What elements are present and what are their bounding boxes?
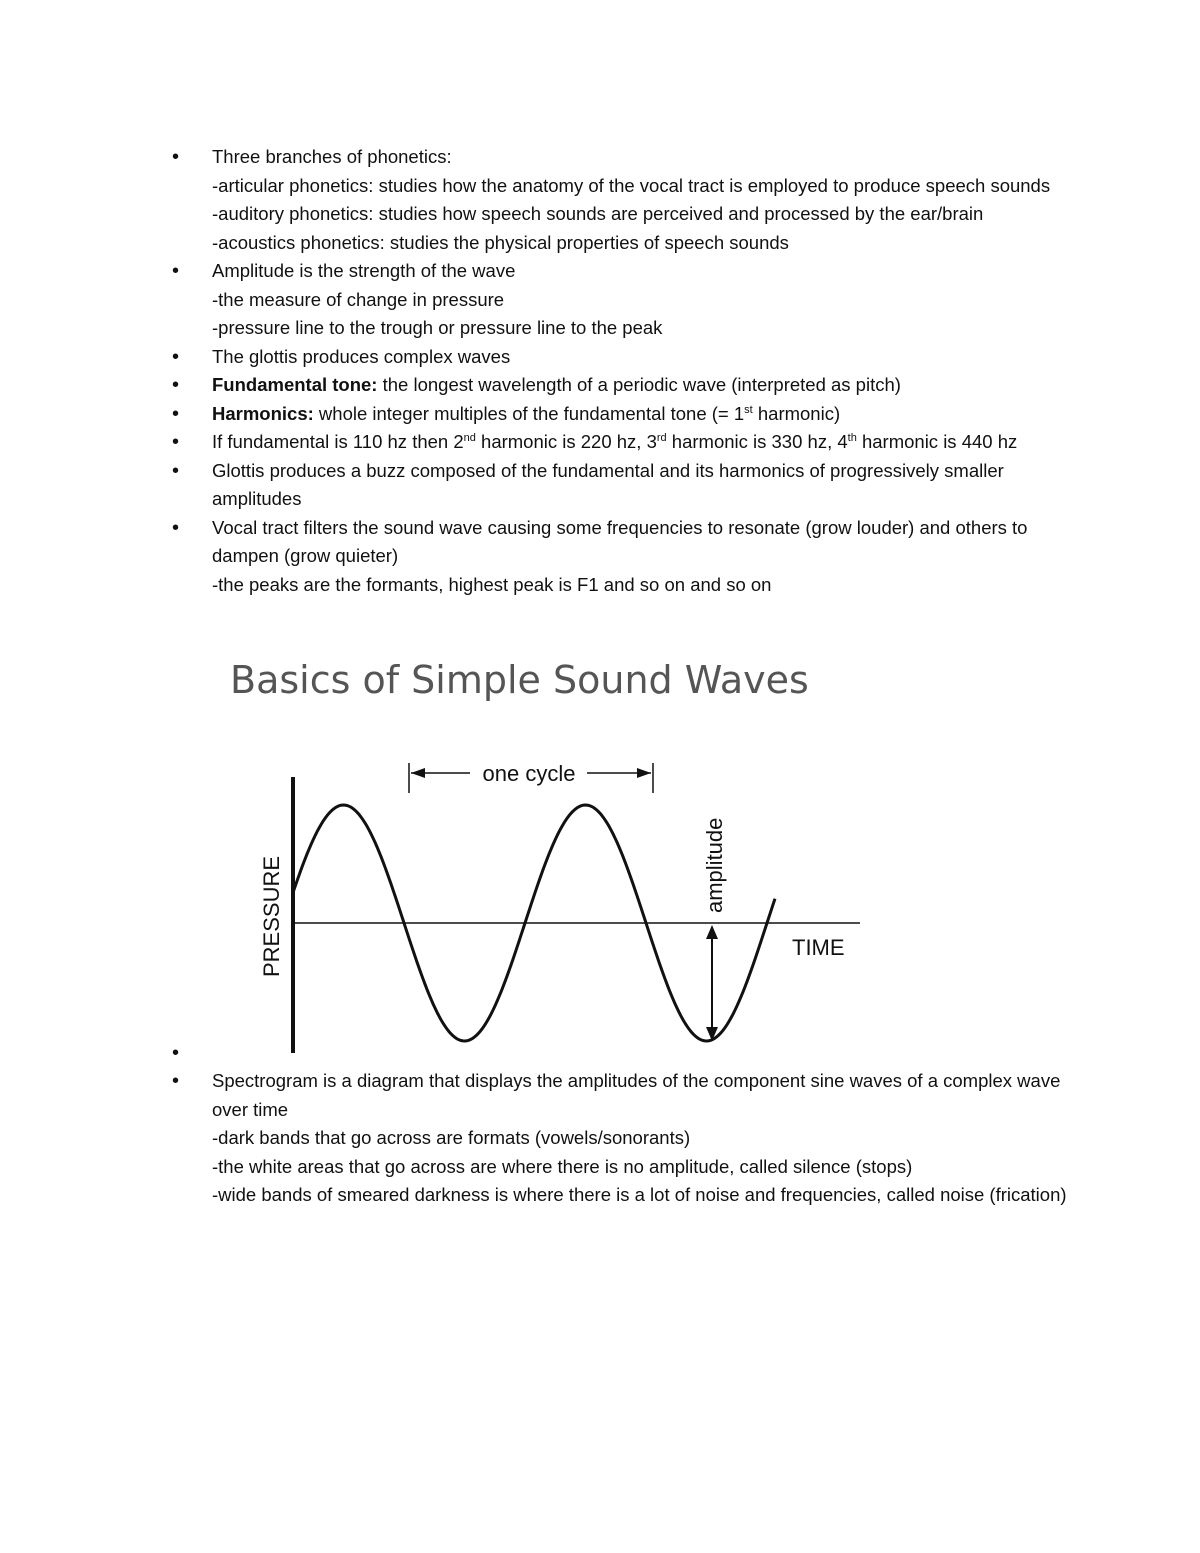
item-line: • Spectrogram is a diagram that displays the amplitudes of the component sine waves of a complex wave over time bbox=[212, 1070, 1061, 1120]
list-item bbox=[170, 143, 1070, 257]
term-label: Harmonics: bbox=[212, 402, 314, 424]
list-item bbox=[170, 428, 1070, 457]
item-text: If fundamental is 110 hz then 2 bbox=[212, 431, 464, 452]
item-text: harmonic is 440 hz bbox=[856, 431, 1018, 452]
sound-wave-figure bbox=[225, 655, 865, 1060]
cycle-arrowhead-right bbox=[637, 768, 651, 778]
amplitude-arrowhead-top bbox=[706, 925, 718, 939]
superscript: th bbox=[847, 431, 857, 444]
cycle-arrowhead-left bbox=[411, 768, 425, 778]
item-text: harmonic) bbox=[752, 402, 841, 424]
item-line: -the measure of change in pressure bbox=[212, 288, 505, 310]
list-item bbox=[170, 371, 1070, 400]
list-item bbox=[170, 457, 1070, 514]
item-line: -the peaks are the formants, highest peak is F1 and so on and so on bbox=[212, 573, 772, 595]
item-line: -the white areas that go across are where there is no amplitude, called silence (stops) bbox=[212, 1155, 913, 1177]
item-text: harmonic is 220 hz, 3 bbox=[475, 431, 657, 452]
item-line: -acoustics phonetics: studies the physical properties of speech sounds bbox=[212, 231, 789, 253]
item-text: the longest wavelength of a periodic wave (interpreted as pitch) bbox=[377, 374, 901, 395]
pressure-label: PRESSURE bbox=[259, 855, 284, 977]
item-text: whole integer multiples of the fundamental tone (= 1 bbox=[313, 402, 745, 424]
figure-title: Basics of Simple Sound Waves bbox=[230, 658, 809, 702]
item-line: -wide bands of smeared darkness is where there is a lot of noise and frequencies, called noise (frication) bbox=[212, 1184, 1067, 1205]
item-line: • Three branches of phonetics: bbox=[212, 146, 452, 167]
cycle-label: one cycle bbox=[482, 761, 576, 786]
item-line: -pressure line to the trough or pressure line to the peak bbox=[212, 317, 663, 338]
item-line: -auditory phonetics: studies how speech sounds are perceived and processed by the ear/brain bbox=[212, 203, 984, 224]
list-item bbox=[170, 400, 1070, 429]
item-text: Glottis produces a buzz composed of the fundamental and its harmonics of progressively smaller amplitudes bbox=[212, 459, 1004, 509]
superscript: nd bbox=[463, 431, 476, 444]
item-line: • Amplitude is the strength of the wave bbox=[212, 260, 516, 281]
item-line: • Vocal tract filters the sound wave causing some frequencies to resonate (grow louder) and others to dampen (grow quieter) bbox=[212, 516, 1028, 566]
list-item bbox=[170, 514, 1070, 600]
item-line: -dark bands that go across are formats (vowels/sonorants) bbox=[212, 1127, 691, 1148]
list-item bbox=[170, 343, 1070, 372]
list-item bbox=[170, 1067, 1070, 1210]
item-text: The glottis produces complex waves bbox=[212, 345, 511, 367]
amplitude-label: amplitude bbox=[702, 817, 727, 913]
superscript: st bbox=[744, 403, 753, 416]
term-label: Fundamental tone: bbox=[212, 374, 378, 395]
item-text: harmonic is 330 hz, 4 bbox=[666, 431, 848, 452]
list-item bbox=[170, 257, 1070, 343]
item-line: -articular phonetics: studies how the anatomy of the vocal tract is employed to produce speech sounds bbox=[212, 174, 1051, 196]
time-label: TIME bbox=[792, 935, 845, 960]
superscript: rd bbox=[656, 431, 667, 444]
